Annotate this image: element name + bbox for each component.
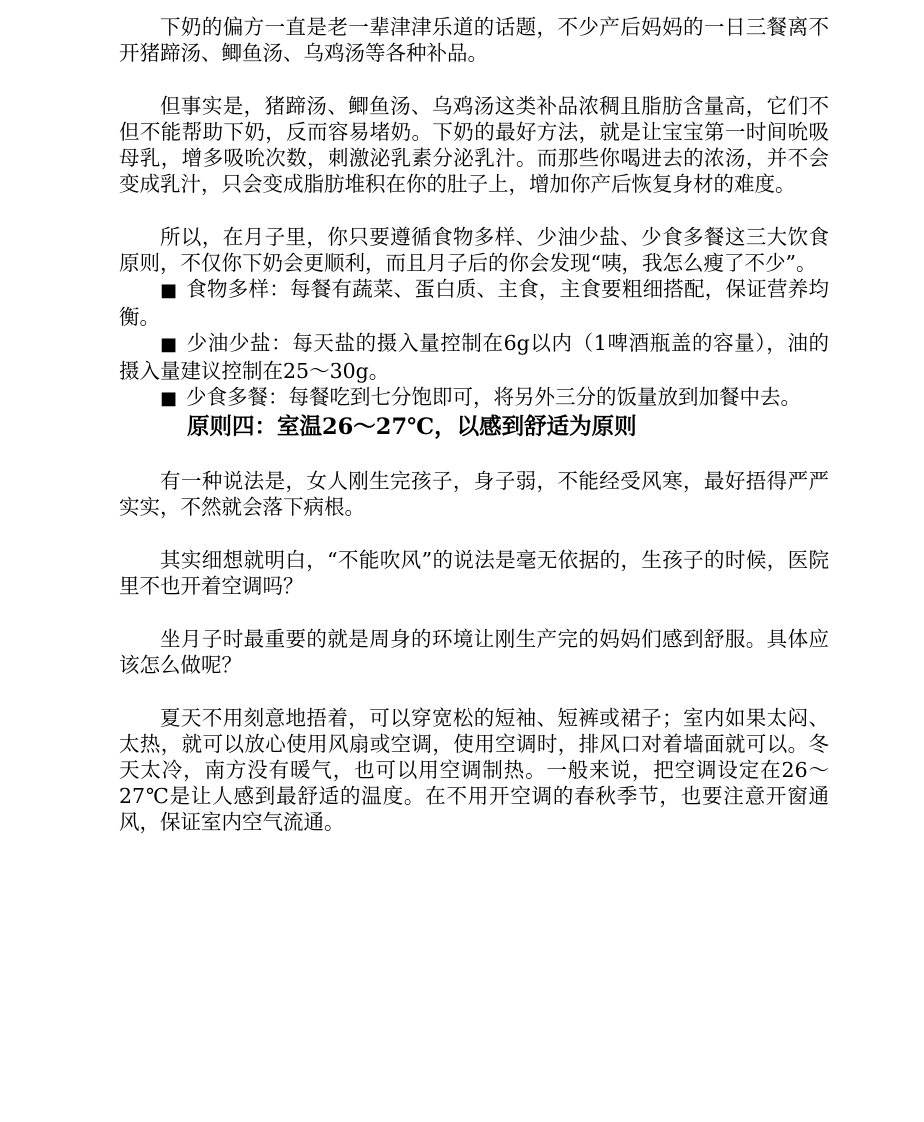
bullet-text: 食物多样：每餐有蔬菜、蛋白质、主食，主食要粗细搭配，保证营养均衡。 [119,277,829,329]
bullet-text: 少食多餐：每餐吃到七分饱即可，将另外三分的饭量放到加餐中去。 [186,385,802,409]
paragraph-diet-principles: 所以，在月子里，你只要遵循食物多样、少油少盐、少食多餐这三大饮食原则，不仅你下奶会更顺利，而且月子后的你会发现“咦，我怎么瘦了不少”。 [119,225,829,275]
paragraph-soup-facts: 但事实是，猪蹄汤、鲫鱼汤、乌鸡汤这类补品浓稠且脂肪含量高，它们不但不能帮助下奶，反而容易堵奶。下奶的最好方法，就是让宝宝第一时间吮吸母乳，增多吸吮次数，刺激泌乳素分泌乳汁。而那些你喝进去的浓汤，并不会变成乳汁，只会变成脂肪堆积在你的肚子上，增加你产后恢复身材的难度。 [119,94,829,196]
paragraph-common-saying: 有一种说法是，女人刚生完孩子，身子弱，不能经受风寒，最好捂得严严实实，不然就会落下病根。 [119,469,829,519]
document-body [119,14,829,835]
bullet-item-low-oil-salt [119,330,829,384]
square-bullet-icon: ■ [160,334,178,355]
bullet-text: 少油少盐：每天盐的摄入量控制在6g以内（1啤酒瓶盖的容量），油的摄入量建议控制在25～30g。 [119,331,829,383]
paragraph-no-wind-myth: 其实细想就明白，“不能吹风”的说法是毫无依据的，生孩子的时候，医院里不也开着空调吗？ [119,548,829,598]
paragraph-room-temperature-advice: 夏天不用刻意地捂着，可以穿宽松的短袖、短裤或裙子；室内如果太闷、太热，就可以放心使用风扇或空调，使用空调时，排风口对着墙面就可以。冬天太冷，南方没有暖气，也可以用空调制热。一般来说，把空调设定在26～27℃是让人感到最舒适的温度。在不用开空调的春秋季节，也要注意开窗通风，保证室内空气流通。 [119,706,829,834]
square-bullet-icon: ■ [160,388,178,409]
bullet-item-food-variety [119,276,829,330]
bullet-item-small-frequent-meals [119,384,829,412]
section-heading: 原则四：室温26～27℃，以感到舒适为原则 [187,414,637,440]
square-bullet-icon: ■ [160,280,178,301]
paragraph-breastfeeding-remedies: 下奶的偏方一直是老一辈津津乐道的话题，不少产后妈妈的一日三餐离不开猪蹄汤、鲫鱼汤、乌鸡汤等各种补品。 [119,15,829,65]
paragraph-comfort-environment: 坐月子时最重要的就是周身的环境让刚生产完的妈妈们感到舒服。具体应该怎么做呢？ [119,627,829,677]
